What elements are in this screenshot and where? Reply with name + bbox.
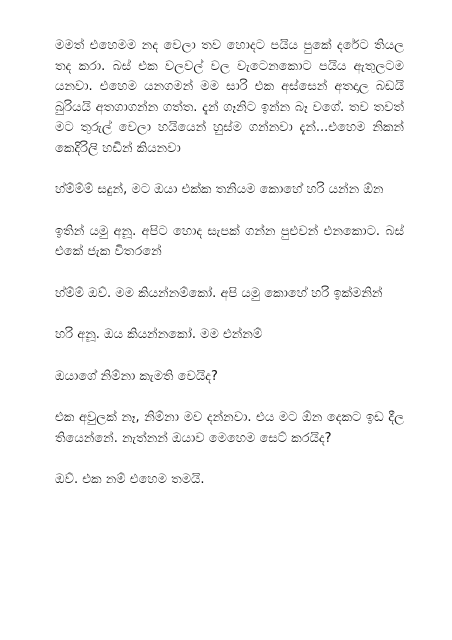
paragraph-5: හරි අනූ. ඔය කියන්නකෝ. මම එන්නම් (55, 327, 263, 342)
paragraph-2: හ්ම්ම්ම් සදුන්, මට ඔයා එක්ක තනියම කොහේ හරි යන්න ඕන (55, 182, 384, 197)
paragraph-7: එක අවුලක් නෑ, නිම්නා මව දන්නවා. එය මට ඕන දෙකට ඉඩ දීල තියෙන්නේ. නැත්නන් ඔයාව මෙහෙම සෙට් කරයිද? (55, 410, 404, 446)
paragraph-4: හ්ම්ම් ඔව්. මම කියන්නම්කෝ. අපි යමු කොහේ හරි ඉක්මනින් (55, 285, 383, 301)
paragraph-6: ඔයාගේ නිම්නා කැමති වෙයිද? (55, 368, 218, 384)
paragraph-8: ඔව්. එක නම් එහෙම තමයි. (55, 472, 205, 487)
paragraph-3: ඉතින් යමු අනූ. අපිට හොද සැපක් ගන්න පුළුවන් එනකොට. බස් එකේ ජැක විතරනේ (55, 223, 404, 259)
paragraph-1: මමත් එහෙමම නද වෙලා තව හොදට පයිය පුකේ දරේට තියල තද කරා. බස් එක වලවල් වල වැටෙනකොට පයිය ඇතුලටම යනවා. එහෙම යනගමන් මම සාරි එක අස්සෙන් අතදාල බඩයි බුරියයි අතගාගන්න ගත්ත. දැන් ගෑනිට ඉන්න බෑ වගේ. තව තවත් මට තුරුල් වෙලා හයියෙන් හුස්ම ගන්නවා දැන්...එහෙම නිකන් කෙදිරිලි හඩින් කියනවා (55, 38, 404, 156)
